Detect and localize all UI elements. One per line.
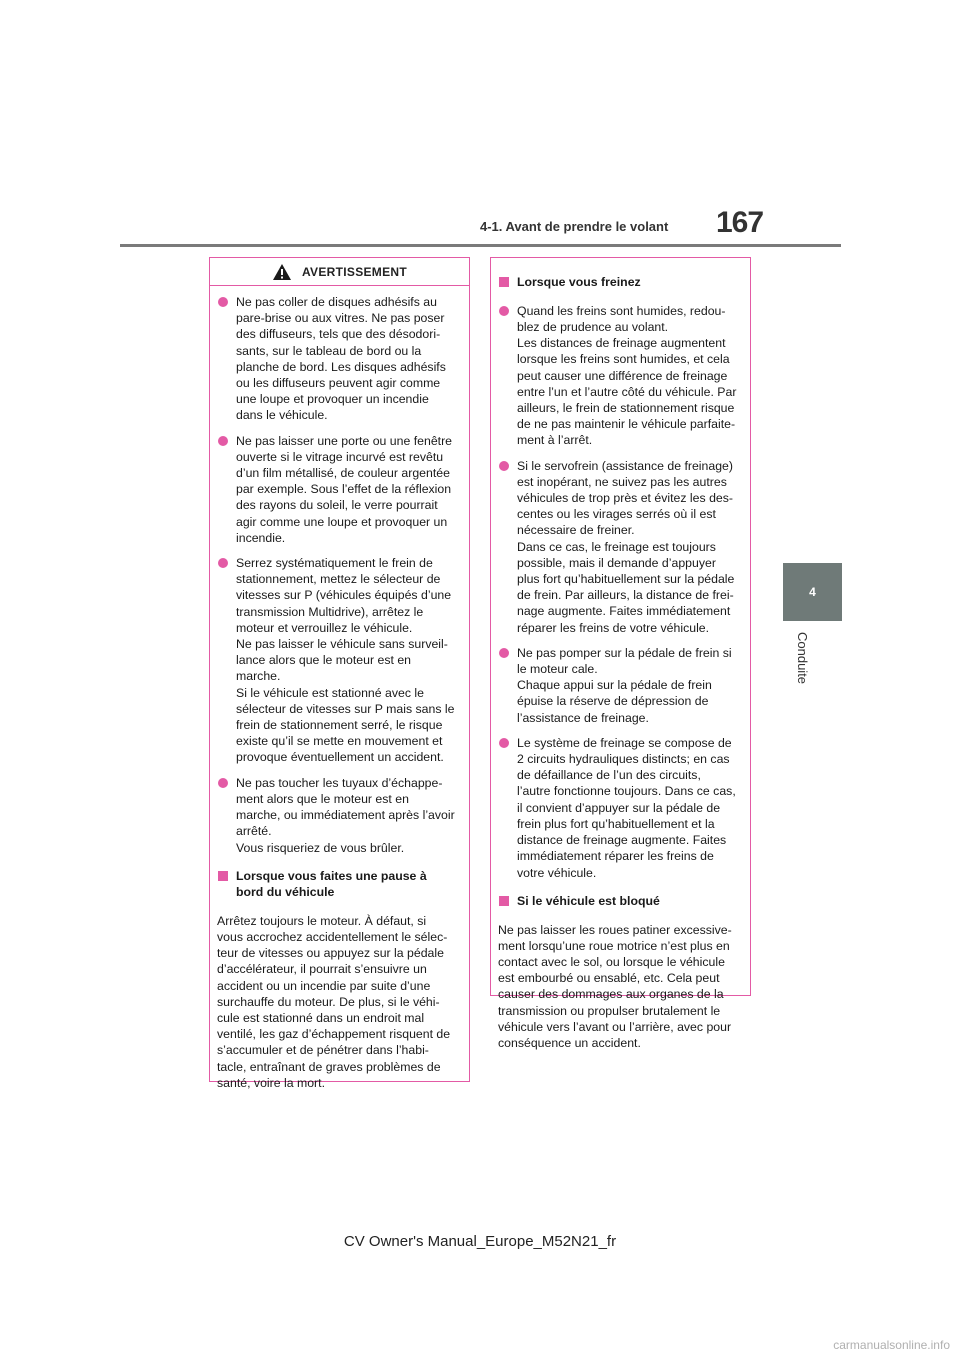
subheading-braking bbox=[498, 274, 742, 290]
warning-title: AVERTISSEMENT bbox=[301, 264, 408, 279]
subheading-text: Lorsque vous freinez bbox=[517, 275, 641, 290]
subheading-text: Lorsque vous faites une pause à bord du véhicule bbox=[236, 869, 427, 900]
page-number: 167 bbox=[716, 206, 764, 239]
warning-header bbox=[210, 258, 469, 286]
square-bullet-icon bbox=[499, 896, 509, 906]
warning-bullet bbox=[217, 775, 461, 856]
warning-bullet bbox=[217, 555, 461, 766]
subheading-pause bbox=[217, 868, 461, 900]
bullet-dot-icon bbox=[218, 436, 228, 446]
warning-box-right bbox=[490, 257, 751, 1050]
watermark: carmanualsonline.info bbox=[833, 1338, 950, 1352]
bullet-dot-icon bbox=[499, 648, 509, 658]
bullet-text: Ne pas coller de disques adhésifs au pare-brise ou aux vitres. Ne pas poser des diffuseurs, tels que des désodori- sants, sur le tableau de bord ou la planche de bord. Les disques adhésifs ou les diffuseurs peuvent agir comme une loupe et provoquer un incendie dans le véhicule. bbox=[236, 295, 446, 423]
chapter-tab: 4 bbox=[783, 563, 842, 621]
bullet-dot-icon bbox=[218, 558, 228, 568]
paragraph-text: Arrêtez toujours le moteur. À défaut, si vous accrochez accidentellement le sélec- teur de vitesses ou appuyez sur la pédale d’accélérateur, il pourrait s’ensuivre un accident ou un incendie par suite d’une surchauffe du moteur. De plus, si le véhi- cule est stationné dans un endroit mal ventilé, les gaz d’échappement risquent de s’accumuler et de pénétrer dans l’habi- tacle, entraînant de graves problèmes de santé, voire la mort. bbox=[217, 913, 451, 1090]
paragraph-pause bbox=[217, 913, 461, 1091]
warning-bullet bbox=[217, 433, 461, 546]
warning-triangle-icon bbox=[272, 263, 292, 281]
bullet-dot-icon bbox=[218, 778, 228, 788]
bullet-dot-icon bbox=[499, 306, 509, 316]
bullet-text: Si le servofrein (assistance de freinage) est inopérant, ne suivez pas les autres véhicules de trop près et évitez les des- centes ou les virages serrés où il est nécessaire de freiner. Dans ce cas, le freinage est toujours possible, mais il demande d’appuyer plus fort qu’habituellement sur la pédale de frein. Par ailleurs, la distance de frei- nage augmente. Faites immédiatement réparer les freins de votre véhicule. bbox=[517, 458, 735, 635]
warning-bullet bbox=[498, 458, 742, 636]
bullet-text: Le système de freinage se compose de 2 circuits hydrauliques distincts; en cas de défaillance de l’un des circuits, l’autre fonctionne toujours. Dans ce cas, il convient d’appuyer sur la pédale de frein plus fort qu’habituellement et la distance de freinage augmente. Faites immédiatement réparer les freins de votre véhicule. bbox=[517, 735, 736, 880]
bullet-dot-icon bbox=[499, 738, 509, 748]
bullet-text: Quand les freins sont humides, redou- blez de prudence au volant. Les distances de freinage augmentent lorsque les freins sont humides, et cela peut causer une différence de freinage entre l’un et l’autre côté du véhicule. Par ailleurs, le frein de stationnement risque de ne pas maintenir le véhicule parfaite- ment à l’arrêt. bbox=[517, 303, 737, 448]
square-bullet-icon bbox=[499, 277, 509, 287]
warning-bullet bbox=[498, 645, 742, 726]
paragraph-text: Ne pas laisser les roues patiner excessive- ment lorsqu’une roue motrice n’est plus en contact avec le sol, ou lorsque le véhicule est embourbé ou ensablé, etc. Cela peut causer des dommages aux organes de la transmission ou propulser brutalement le véhicule vers l’avant ou l’arrière, avec pour conséquence un accident. bbox=[498, 922, 732, 1050]
subheading-text: Si le véhicule est bloqué bbox=[517, 894, 660, 908]
header-rule bbox=[120, 244, 841, 247]
bullet-text: Ne pas pomper sur la pédale de frein si le moteur cale. Chaque appui sur la pédale de frein épuise la réserve de dépression de l’assistance de freinage. bbox=[517, 645, 732, 725]
warning-box-left bbox=[209, 257, 470, 1090]
footer-manual-name: CV Owner's Manual_Europe_M52N21_fr bbox=[343, 1233, 617, 1250]
bullet-dot-icon bbox=[499, 461, 509, 471]
warning-bullet bbox=[498, 735, 742, 881]
paragraph-stuck bbox=[498, 922, 742, 1052]
chapter-label: Conduite bbox=[795, 632, 810, 685]
subheading-stuck bbox=[498, 893, 742, 909]
header-section-title: 4-1. Avant de prendre le volant bbox=[480, 219, 669, 234]
bullet-text: Serrez systématiquement le frein de stationnement, mettez le sélecteur de vitesses sur P (véhicules équipés d’une transmission Multidrive), arrêtez le moteur et verrouillez le véhicule. Ne pas laisser le véhicule sans surveil- lance alors que le moteur est en marche. Si le véhicule est stationné avec le sélecteur de vitesses sur P mais sans le frein de stationnement serré, le risque existe qu’il se mette en mouvement et provoque éventuellement un accident. bbox=[236, 556, 455, 765]
warning-bullet bbox=[217, 294, 461, 424]
warning-bullet bbox=[498, 303, 742, 449]
square-bullet-icon bbox=[218, 871, 228, 881]
bullet-text: Ne pas laisser une porte ou une fenêtre ouverte si le vitrage incurvé est revêtu d’un film métallisé, de couleur argentée par exemple. Sous l’effet de la réflexion des rayons du soleil, le verre pourrait agir comme une loupe et provoquer un incendie. bbox=[236, 433, 453, 545]
bullet-text: Ne pas toucher les tuyaux d’échappe- ment alors que le moteur est en marche, ou immédiatement après l’avoir arrêté. Vous risqueriez de vous brûler. bbox=[236, 775, 455, 855]
bullet-dot-icon bbox=[218, 297, 228, 307]
